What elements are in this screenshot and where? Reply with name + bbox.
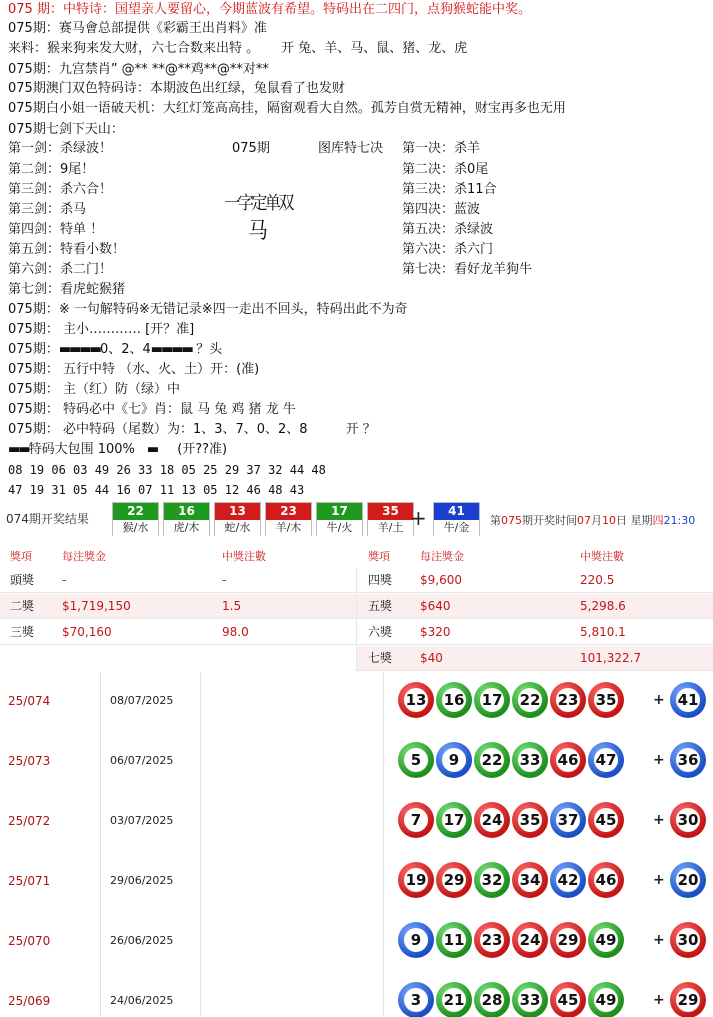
history-period: 25/070 bbox=[8, 934, 51, 948]
ball-number: 22 bbox=[480, 748, 504, 772]
draw-info-period: 075 bbox=[501, 514, 522, 527]
ball-number: 23 bbox=[556, 688, 580, 712]
header-count-left: 中獎注數 bbox=[222, 550, 266, 563]
prize-amount: $40 bbox=[420, 651, 443, 665]
ball-number: 42 bbox=[556, 868, 580, 892]
draw-info-day: 10 bbox=[602, 514, 616, 527]
special-lottery-ball bbox=[670, 682, 706, 718]
jue-6: 第六决：杀六门 bbox=[402, 242, 494, 257]
history-row bbox=[0, 972, 713, 1017]
ball-number: 20 bbox=[676, 868, 700, 892]
prediction-text-block bbox=[0, 0, 713, 500]
history-period: 25/074 bbox=[8, 694, 51, 708]
sword-5: 第四剑：特单 ！ bbox=[8, 222, 104, 237]
history-period: 25/072 bbox=[8, 814, 51, 828]
history-date: 24/06/2025 bbox=[110, 994, 174, 1007]
result-zodiac: 虎/木 bbox=[164, 520, 209, 536]
poem-line-10-digits: 0、2、4 bbox=[99, 342, 151, 357]
lottery-ball bbox=[550, 742, 586, 778]
result-zodiac: 蛇/水 bbox=[215, 520, 260, 536]
lottery-ball bbox=[474, 982, 510, 1017]
bar-glyph-a: ▬▬ bbox=[8, 442, 29, 457]
poem-line-14-left: 075期： 必中特码（尾数）为：1、3、7、0、2、8 bbox=[8, 422, 308, 437]
ball-number: 49 bbox=[594, 928, 618, 952]
poem-line-5: 075期澳门双色特码诗：本期波色出红绿，兔鼠看了也发财 bbox=[8, 81, 345, 96]
prize-item: 三獎 bbox=[10, 625, 35, 639]
ball-number: 47 bbox=[594, 748, 618, 772]
ball-number: 36 bbox=[676, 748, 700, 772]
ball-number: 46 bbox=[556, 748, 580, 772]
lottery-ball bbox=[550, 682, 586, 718]
lottery-ball bbox=[512, 862, 548, 898]
history-row bbox=[0, 732, 713, 792]
history-date: 03/07/2025 bbox=[110, 814, 174, 827]
special-zodiac: 牛/金 bbox=[434, 520, 479, 536]
history-table bbox=[0, 672, 713, 1017]
result-number-tile bbox=[112, 502, 159, 536]
special-number: 41 bbox=[434, 503, 479, 520]
prize-table bbox=[0, 546, 713, 672]
poem-line-11: 075期： 五行中特 （水、火、土）开：(准) bbox=[8, 362, 260, 377]
prize-count: 1.5 bbox=[222, 599, 242, 613]
poem-line-3-left: 来料：猴来狗来发大财，六七合数来出特 。 bbox=[8, 41, 260, 56]
poem-line-10-suffix: ？头 bbox=[191, 342, 223, 357]
sword-1: 第一剑：杀绿波！ bbox=[8, 141, 113, 156]
ball-number: 11 bbox=[442, 928, 466, 952]
poem-line-13: 075期： 特码必中《七》肖：鼠 马 兔 鸡 猪 龙 牛 bbox=[8, 402, 296, 417]
sword-2: 第二剑：9尾！ bbox=[8, 162, 95, 177]
result-zodiac: 羊/木 bbox=[266, 520, 311, 536]
ball-number: 29 bbox=[556, 928, 580, 952]
poem-line-10-prefix: 075期： bbox=[8, 342, 59, 357]
history-date: 06/07/2025 bbox=[110, 754, 174, 767]
handwritten-line-1: 一字定单双 bbox=[224, 193, 292, 214]
lottery-ball bbox=[398, 802, 434, 838]
prize-count: 220.5 bbox=[580, 573, 615, 587]
poem-line-6: 075期白小姐一语破天机：大红灯笼高高挂，隔窗观看大自然。孤芳自赏无精神，财宝再多也无用 bbox=[8, 101, 566, 116]
bar-glyph-left: ▬▬▬▬ bbox=[58, 342, 100, 357]
ball-number: 9 bbox=[442, 748, 466, 772]
divider bbox=[356, 646, 357, 671]
lottery-ball bbox=[398, 982, 434, 1017]
mid-period-label: 075期 bbox=[232, 141, 270, 156]
jue-5: 第五决：杀绿波 bbox=[402, 222, 494, 237]
poem-line-1: 075 期：中特诗：国望亲人要留心，今期蓝波有希望。特码出在二四门，点狗猴蛇能中奖。 bbox=[8, 2, 531, 17]
ball-number: 30 bbox=[676, 808, 700, 832]
number-list-2: 47 19 31 05 44 16 07 11 13 05 12 46 48 43 bbox=[8, 483, 305, 497]
lottery-ball bbox=[550, 982, 586, 1017]
poem-line-8: 075期：※ 一句解特码※无错记录※四一走出不回头，特码出此不为奇 bbox=[8, 302, 408, 317]
ball-number: 5 bbox=[404, 748, 428, 772]
lottery-ball bbox=[474, 862, 510, 898]
ball-number: 29 bbox=[442, 868, 466, 892]
prize-row bbox=[0, 568, 713, 593]
ball-number: 33 bbox=[518, 748, 542, 772]
result-number: 17 bbox=[317, 503, 362, 520]
prize-count: 101,322.7 bbox=[580, 651, 642, 665]
plus-sign: + bbox=[410, 506, 427, 530]
lottery-ball bbox=[474, 922, 510, 958]
prize-amount: $640 bbox=[420, 599, 451, 613]
sword-6: 第五剑：特看小数！ bbox=[8, 242, 126, 257]
handwritten-line-2: 马 bbox=[248, 219, 268, 244]
special-lottery-ball bbox=[670, 922, 706, 958]
poem-line-4: 075期：九宫禁肖” @** **@**鸡**@**对** bbox=[8, 62, 269, 77]
bar-glyph-right: ▬▬▬▬ bbox=[150, 342, 192, 357]
prize-table-header bbox=[0, 546, 713, 568]
poem-line-3 bbox=[8, 40, 467, 58]
jue-7: 第七决：看好龙羊狗牛 bbox=[402, 262, 533, 277]
ball-number: 24 bbox=[480, 808, 504, 832]
poem-line-14-right: 开 ？ bbox=[345, 422, 376, 437]
lottery-ball bbox=[588, 922, 624, 958]
ball-number: 45 bbox=[594, 808, 618, 832]
lottery-ball bbox=[550, 802, 586, 838]
header-amount-right: 每注獎金 bbox=[420, 550, 464, 563]
ball-number: 22 bbox=[518, 688, 542, 712]
sword-7: 第六剑：杀二门！ bbox=[8, 262, 113, 277]
prize-item: 六獎 bbox=[368, 625, 393, 639]
ball-number: 35 bbox=[518, 808, 542, 832]
lottery-ball bbox=[474, 802, 510, 838]
ball-number: 13 bbox=[404, 688, 428, 712]
prize-item: 五獎 bbox=[368, 599, 393, 613]
plus-sign: + bbox=[653, 932, 665, 948]
ball-number: 29 bbox=[676, 988, 700, 1012]
special-lottery-ball bbox=[670, 742, 706, 778]
divider bbox=[356, 568, 357, 593]
draw-info-prefix: 第 bbox=[490, 514, 501, 527]
poem-line-3-right: 开 兔、羊、马、鼠、猪、龙、虎 bbox=[281, 41, 468, 56]
result-number: 35 bbox=[368, 503, 413, 520]
poem-line-9: 075期： 主小………… [开？准] bbox=[8, 322, 195, 337]
draw-result-bar bbox=[0, 500, 713, 540]
poem-line-15-text: 特码大包围 100% bbox=[28, 442, 135, 457]
lottery-ball bbox=[550, 922, 586, 958]
ball-number: 28 bbox=[480, 988, 504, 1012]
lottery-ball bbox=[436, 982, 472, 1017]
lottery-ball bbox=[512, 682, 548, 718]
ball-number: 23 bbox=[480, 928, 504, 952]
result-zodiac: 牛/火 bbox=[317, 520, 362, 536]
prize-item: 四獎 bbox=[368, 573, 393, 587]
result-title: 074期开奖结果 bbox=[6, 512, 89, 526]
draw-info-month: 07 bbox=[577, 514, 591, 527]
prize-count: 5,298.6 bbox=[580, 599, 626, 613]
ball-number: 37 bbox=[556, 808, 580, 832]
ball-number: 46 bbox=[594, 868, 618, 892]
lottery-ball bbox=[588, 802, 624, 838]
sword-3: 第三剑：杀六合！ bbox=[8, 182, 113, 197]
lottery-ball bbox=[512, 742, 548, 778]
prize-item: 頭獎 bbox=[10, 573, 35, 587]
history-date: 08/07/2025 bbox=[110, 694, 174, 707]
result-number-tile bbox=[316, 502, 363, 536]
lottery-ball bbox=[588, 862, 624, 898]
plus-sign: + bbox=[653, 872, 665, 888]
lottery-ball bbox=[588, 742, 624, 778]
lottery-ball bbox=[550, 862, 586, 898]
lottery-ball bbox=[398, 922, 434, 958]
history-row bbox=[0, 672, 713, 732]
prize-item: 七獎 bbox=[368, 651, 393, 665]
history-period: 25/069 bbox=[8, 994, 51, 1008]
prize-count: - bbox=[222, 573, 227, 587]
ball-number: 24 bbox=[518, 928, 542, 952]
result-number: 22 bbox=[113, 503, 158, 520]
lottery-ball bbox=[474, 682, 510, 718]
ball-number: 9 bbox=[404, 928, 428, 952]
poem-line-15-status: (开??准) bbox=[177, 442, 228, 457]
lottery-ball bbox=[512, 982, 548, 1017]
jue-3: 第三决：杀11合 bbox=[402, 182, 497, 197]
prize-count: 5,810.1 bbox=[580, 625, 626, 639]
handwritten-prediction bbox=[222, 190, 294, 246]
poem-line-7: 075期七剑下天山： bbox=[8, 122, 124, 137]
result-number: 13 bbox=[215, 503, 260, 520]
special-lottery-ball bbox=[670, 982, 706, 1017]
prize-row bbox=[0, 594, 713, 619]
prize-row bbox=[356, 646, 713, 671]
ball-number: 49 bbox=[594, 988, 618, 1012]
lottery-ball bbox=[588, 982, 624, 1017]
result-number: 16 bbox=[164, 503, 209, 520]
sword-8: 第七剑：看虎蛇猴猪 bbox=[8, 282, 126, 297]
next-draw-info bbox=[490, 512, 695, 528]
prize-item: 二獎 bbox=[10, 599, 35, 613]
lottery-ball bbox=[436, 682, 472, 718]
draw-info-month-unit: 月 bbox=[591, 514, 602, 527]
number-list-1: 08 19 06 03 49 26 33 18 05 25 29 37 32 44 48 bbox=[8, 463, 326, 477]
result-number-tile bbox=[163, 502, 210, 536]
lottery-ball bbox=[436, 742, 472, 778]
draw-info-time: 21:30 bbox=[663, 514, 696, 527]
plus-sign: + bbox=[653, 992, 665, 1008]
plus-sign: + bbox=[653, 752, 665, 768]
ball-number: 3 bbox=[404, 988, 428, 1012]
history-row bbox=[0, 912, 713, 972]
lottery-ball bbox=[512, 802, 548, 838]
history-date: 29/06/2025 bbox=[110, 874, 174, 887]
divider bbox=[356, 594, 357, 619]
ball-number: 7 bbox=[404, 808, 428, 832]
lottery-ball bbox=[512, 922, 548, 958]
lottery-ball bbox=[588, 682, 624, 718]
ball-number: 21 bbox=[442, 988, 466, 1012]
history-period: 25/073 bbox=[8, 754, 51, 768]
prize-row bbox=[0, 620, 713, 645]
lottery-ball bbox=[398, 682, 434, 718]
ball-number: 17 bbox=[442, 808, 466, 832]
poem-line-14 bbox=[8, 421, 376, 439]
sword-4: 第三剑：杀马 bbox=[8, 202, 87, 217]
jue-1: 第一决：杀羊 bbox=[402, 141, 481, 156]
result-number: 23 bbox=[266, 503, 311, 520]
ball-number: 32 bbox=[480, 868, 504, 892]
poem-line-10 bbox=[8, 341, 222, 359]
header-count-right: 中獎注數 bbox=[580, 550, 624, 563]
special-number-tile bbox=[433, 502, 480, 536]
poem-line-15 bbox=[8, 441, 227, 459]
ball-number: 30 bbox=[676, 928, 700, 952]
prize-amount: $320 bbox=[420, 625, 451, 639]
history-period: 25/071 bbox=[8, 874, 51, 888]
draw-info-label: 期开奖时间 bbox=[522, 514, 577, 527]
special-lottery-ball bbox=[670, 862, 706, 898]
lottery-ball bbox=[436, 922, 472, 958]
result-zodiac: 猴/水 bbox=[113, 520, 158, 536]
result-number-tile bbox=[367, 502, 414, 536]
ball-number: 41 bbox=[676, 688, 700, 712]
poem-line-2: 075期：赛马會总部提供《彩霸王出肖料》准 bbox=[8, 21, 267, 36]
plus-sign: + bbox=[653, 692, 665, 708]
prize-count: 98.0 bbox=[222, 625, 249, 639]
header-item-right: 獎項 bbox=[368, 550, 390, 563]
bar-glyph-b: ▬ bbox=[146, 442, 158, 457]
jue-2: 第二决：杀0尾 bbox=[402, 162, 489, 177]
prize-amount: $70,160 bbox=[62, 625, 112, 639]
ball-number: 45 bbox=[556, 988, 580, 1012]
history-date: 26/06/2025 bbox=[110, 934, 174, 947]
lottery-ball bbox=[398, 742, 434, 778]
prize-amount: - bbox=[62, 573, 67, 587]
ball-number: 19 bbox=[404, 868, 428, 892]
header-amount-left: 每注獎金 bbox=[62, 550, 106, 563]
prize-amount: $9,600 bbox=[420, 573, 462, 587]
ball-number: 35 bbox=[594, 688, 618, 712]
prize-amount: $1,719,150 bbox=[62, 599, 131, 613]
divider bbox=[356, 620, 357, 645]
lottery-ball bbox=[436, 862, 472, 898]
history-row bbox=[0, 792, 713, 852]
ball-number: 33 bbox=[518, 988, 542, 1012]
lottery-ball bbox=[436, 802, 472, 838]
ball-number: 17 bbox=[480, 688, 504, 712]
ball-number: 16 bbox=[442, 688, 466, 712]
poem-line-12: 075期： 主（红）防（绿）中 bbox=[8, 382, 180, 397]
draw-info-weekday-label: 日 星期 bbox=[616, 514, 653, 527]
lottery-ball bbox=[398, 862, 434, 898]
ball-number: 34 bbox=[518, 868, 542, 892]
header-item-left: 獎項 bbox=[10, 550, 32, 563]
result-number-tile bbox=[214, 502, 261, 536]
result-number-tile bbox=[265, 502, 312, 536]
plus-sign: + bbox=[653, 812, 665, 828]
result-zodiac: 羊/土 bbox=[368, 520, 413, 536]
draw-info-weekday: 四 bbox=[652, 514, 664, 527]
lottery-ball bbox=[474, 742, 510, 778]
special-lottery-ball bbox=[670, 802, 706, 838]
jue-4: 第四决：蓝波 bbox=[402, 202, 481, 217]
history-row bbox=[0, 852, 713, 912]
tuku-title: 图库特七决 bbox=[318, 141, 384, 156]
